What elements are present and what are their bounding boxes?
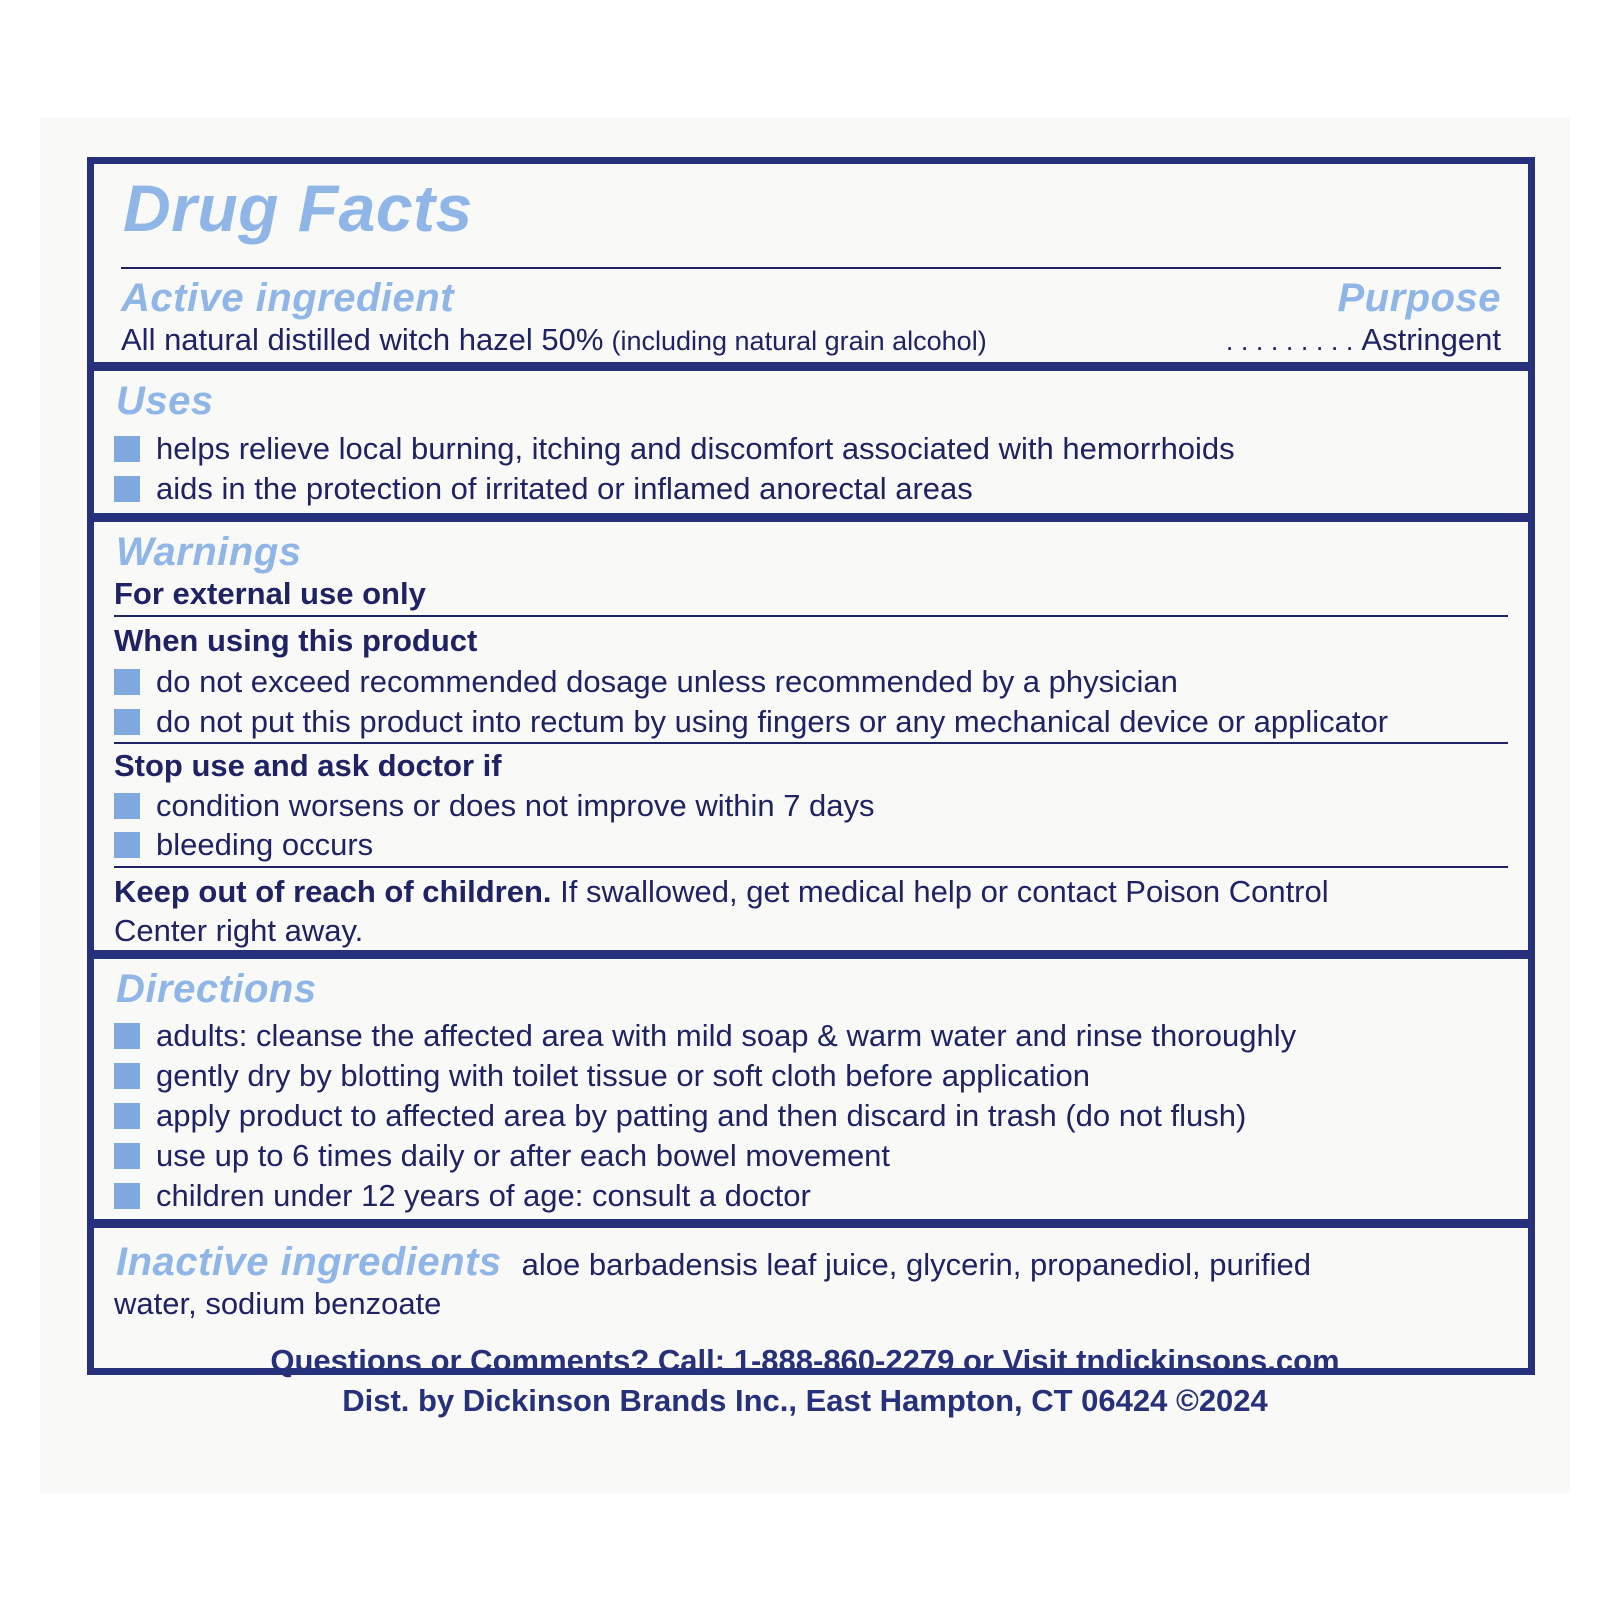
inactive-text: aloe barbadensis leaf juice, glycerin, propanediol, purified xyxy=(521,1247,1311,1282)
drug-facts-panel xyxy=(87,157,1535,1375)
warnings-rule xyxy=(114,866,1508,868)
warnings-rule xyxy=(114,615,1508,617)
directions-heading: Directions xyxy=(116,967,317,1011)
active-section xyxy=(101,164,1521,360)
bullet-square-icon xyxy=(114,436,140,462)
active-ingredient-note: (including natural grain alcohol) xyxy=(611,326,987,356)
keep-out-reach-bold: Keep out of reach of children. xyxy=(114,874,552,909)
inactive-text-2: water, sodium benzoate xyxy=(114,1286,442,1321)
directions-item: children under 12 years of age: consult a doctor xyxy=(114,1176,1508,1216)
stop-use-item: condition worsens or does not improve within 7 days xyxy=(114,786,1508,826)
keep-out-reach-text: If swallowed, get medical help or contact Poison Control xyxy=(560,874,1329,909)
stop-use-label: Stop use and ask doctor if xyxy=(114,748,502,783)
bullet-square-icon xyxy=(114,1063,140,1089)
section-divider xyxy=(94,362,1528,371)
footer-distributor: Dist. by Dickinson Brands Inc., East Hampton, CT 06424 ©2024 xyxy=(342,1383,1268,1418)
active-ingredient: All natural distilled witch hazel 50% xyxy=(121,322,604,357)
when-using-item: do not exceed recommended dosage unless recommended by a physician xyxy=(114,662,1508,702)
bullet-square-icon xyxy=(114,1103,140,1129)
uses-heading: Uses xyxy=(116,379,214,423)
section-divider xyxy=(94,513,1528,522)
title-rule xyxy=(121,267,1501,269)
directions-item: adults: cleanse the affected area with mild soap & warm water and rinse thoroughly xyxy=(114,1016,1508,1056)
inactive-section xyxy=(94,1228,1528,1358)
inactive-row xyxy=(116,1238,1311,1286)
warnings-heading: Warnings xyxy=(116,530,302,574)
dot-leader: . . . . . . . . . xyxy=(1225,326,1354,356)
bullet-square-icon xyxy=(114,476,140,502)
directions-section xyxy=(94,959,1528,1214)
bullet-square-icon xyxy=(114,1023,140,1049)
active-heading: Active ingredient xyxy=(121,276,455,320)
directions-item: use up to 6 times daily or after each bowel movement xyxy=(114,1136,1508,1176)
warnings-section xyxy=(94,522,1528,952)
section-divider xyxy=(94,950,1528,959)
uses-item: helps relieve local burning, itching and discomfort associated with hemorrhoids xyxy=(114,429,1508,469)
external-use-label: For external use only xyxy=(114,576,426,611)
label-card xyxy=(40,117,1570,1493)
drug-facts-title: Drug Facts xyxy=(123,171,473,245)
when-using-label: When using this product xyxy=(114,623,478,658)
active-ingredient-row xyxy=(121,322,1501,362)
stop-use-item: bleeding occurs xyxy=(114,825,1508,865)
bullet-square-icon xyxy=(114,832,140,858)
directions-item: gently dry by blotting with toilet tissue or soft cloth before application xyxy=(114,1056,1508,1096)
bullet-square-icon xyxy=(114,669,140,695)
purpose-heading: Purpose xyxy=(1337,276,1501,320)
warnings-rule xyxy=(114,742,1508,744)
uses-item: aids in the protection of irritated or inflamed anorectal areas xyxy=(114,469,1508,509)
inactive-heading: Inactive ingredients xyxy=(116,1240,502,1284)
section-divider xyxy=(94,1219,1528,1228)
bullet-square-icon xyxy=(114,793,140,819)
directions-item: apply product to affected area by patting and then discard in trash (do not flush) xyxy=(114,1096,1508,1136)
when-using-item: do not put this product into rectum by using fingers or any mechanical device or applicator xyxy=(114,702,1508,742)
keep-out-reach xyxy=(114,872,1329,912)
bullet-square-icon xyxy=(114,1183,140,1209)
active-purpose: Astringent xyxy=(1361,322,1501,357)
bullet-square-icon xyxy=(114,1143,140,1169)
keep-out-reach-text-2: Center right away. xyxy=(114,913,364,948)
uses-section xyxy=(94,371,1528,511)
footer-contact: Questions or Comments? Call: 1-888-860-2279 or Visit tndickinsons.com xyxy=(270,1343,1340,1378)
bullet-square-icon xyxy=(114,709,140,735)
